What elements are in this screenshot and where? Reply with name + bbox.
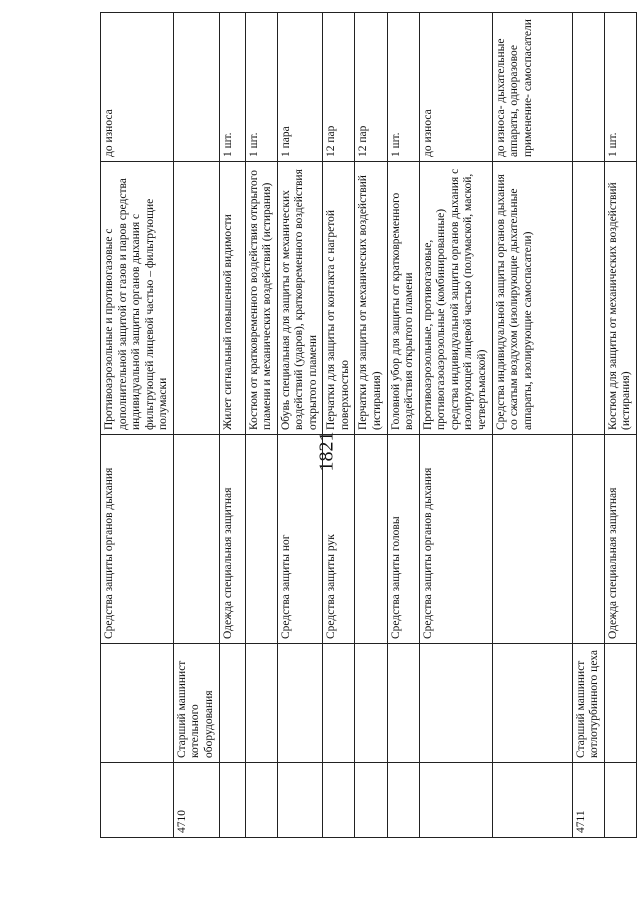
cell-ppe-description: Противоаэрозольные и противогазовые с дополнительной защитой от газов и паров средства индивидуальной защиты органов дыхания с фильтрующей лицевой частью – фильтрующие полумаски [101, 162, 174, 435]
page-number: 1821 [315, 431, 338, 472]
rotated-table-container [100, 19, 633, 838]
table-row [355, 13, 387, 838]
cell-quantity: до износа [419, 13, 492, 162]
cell-ppe-group: Средства защиты ног [277, 435, 323, 644]
table-row [604, 13, 636, 838]
cell-code: 4711 [572, 763, 604, 838]
cell-code [419, 763, 492, 838]
cell-ppe-description: Обувь специальная для защиты от механических воздействий (ударов), кратковременного воздействия открытого пламени [277, 162, 323, 435]
cell-ppe-description: Костюм для защиты от механических воздействий (истирания) [604, 162, 636, 435]
cell-profession [101, 644, 174, 763]
cell-quantity: до износа- дыхательные аппараты, одноразовое применение- самоспасатели [492, 13, 572, 162]
cell-ppe-group: Одежда специальная защитная [219, 435, 245, 644]
cell-ppe-description [572, 162, 604, 435]
cell-code [277, 763, 323, 838]
cell-ppe-description: Средства индивидуальной защиты органов дыхания со сжатым воздухом (изолирующие дыхательные аппараты, изолирующие самоспасатели) [492, 162, 572, 435]
cell-ppe-group [245, 435, 277, 644]
cell-ppe-description: Костюм от кратковременного воздействия открытого пламени и механических воздействий (истирания) [245, 162, 277, 435]
cell-quantity: 1 шт. [604, 13, 636, 162]
table-row [572, 13, 604, 838]
cell-quantity: до износа [101, 13, 174, 162]
cell-ppe-description: Перчатки для защиты от механических воздействий (истирания) [355, 162, 387, 435]
cell-ppe-group: Средства защиты головы [387, 435, 419, 644]
cell-ppe-group [492, 435, 572, 644]
cell-profession [245, 644, 277, 763]
cell-code [219, 763, 245, 838]
cell-code [245, 763, 277, 838]
cell-code [323, 763, 355, 838]
cell-profession [219, 644, 245, 763]
table-row [492, 13, 572, 838]
cell-profession [277, 644, 323, 763]
cell-quantity: 1 шт. [245, 13, 277, 162]
cell-ppe-description: Головной убор для защиты от кратковременного воздействия открытого пламени [387, 162, 419, 435]
cell-code [355, 763, 387, 838]
cell-quantity: 12 пар [323, 13, 355, 162]
table-row [277, 13, 323, 838]
table-row [173, 13, 219, 838]
cell-ppe-group [355, 435, 387, 644]
cell-quantity: 1 шт. [219, 13, 245, 162]
cell-profession [492, 644, 572, 763]
cell-profession [419, 644, 492, 763]
cell-quantity [572, 13, 604, 162]
cell-quantity [173, 13, 219, 162]
table-row [245, 13, 277, 838]
cell-ppe-group [173, 435, 219, 644]
cell-code [101, 763, 174, 838]
cell-ppe-group: Средства защиты органов дыхания [419, 435, 492, 644]
cell-ppe-group: Средства защиты рук [323, 435, 355, 644]
cell-profession [323, 644, 355, 763]
cell-ppe-description: Жилет сигнальный повышенной видимости [219, 162, 245, 435]
cell-ppe-description: Перчатки для защиты от контакта с нагретой поверхностью [323, 162, 355, 435]
table-row [101, 13, 174, 838]
cell-profession [387, 644, 419, 763]
cell-profession [604, 644, 636, 763]
cell-quantity: 12 пар [355, 13, 387, 162]
table-row [387, 13, 419, 838]
cell-profession: Старший машинист котельного оборудования [173, 644, 219, 763]
table-row [323, 13, 355, 838]
cell-ppe-group: Средства защиты органов дыхания [101, 435, 174, 644]
cell-quantity: 1 пара [277, 13, 323, 162]
cell-profession [355, 644, 387, 763]
cell-code [492, 763, 572, 838]
cell-code [387, 763, 419, 838]
table-row [419, 13, 492, 838]
cell-code: 4710 [173, 763, 219, 838]
cell-ppe-description [173, 162, 219, 435]
cell-ppe-group: Одежда специальная защитная [604, 435, 636, 644]
ppe-table [100, 12, 637, 838]
cell-ppe-description: Противоаэрозольные, противогазовые, противогазоаэрозольные (комбинированные) средства индивидуальной защиты органов дыхания с изолирующей лицевой частью (полумаской, маской, четвертьмаской) [419, 162, 492, 435]
table-row [219, 13, 245, 838]
cell-profession: Старший машинист котлотурбинного цеха [572, 644, 604, 763]
cell-code [604, 763, 636, 838]
cell-ppe-group [572, 435, 604, 644]
cell-quantity: 1 шт. [387, 13, 419, 162]
